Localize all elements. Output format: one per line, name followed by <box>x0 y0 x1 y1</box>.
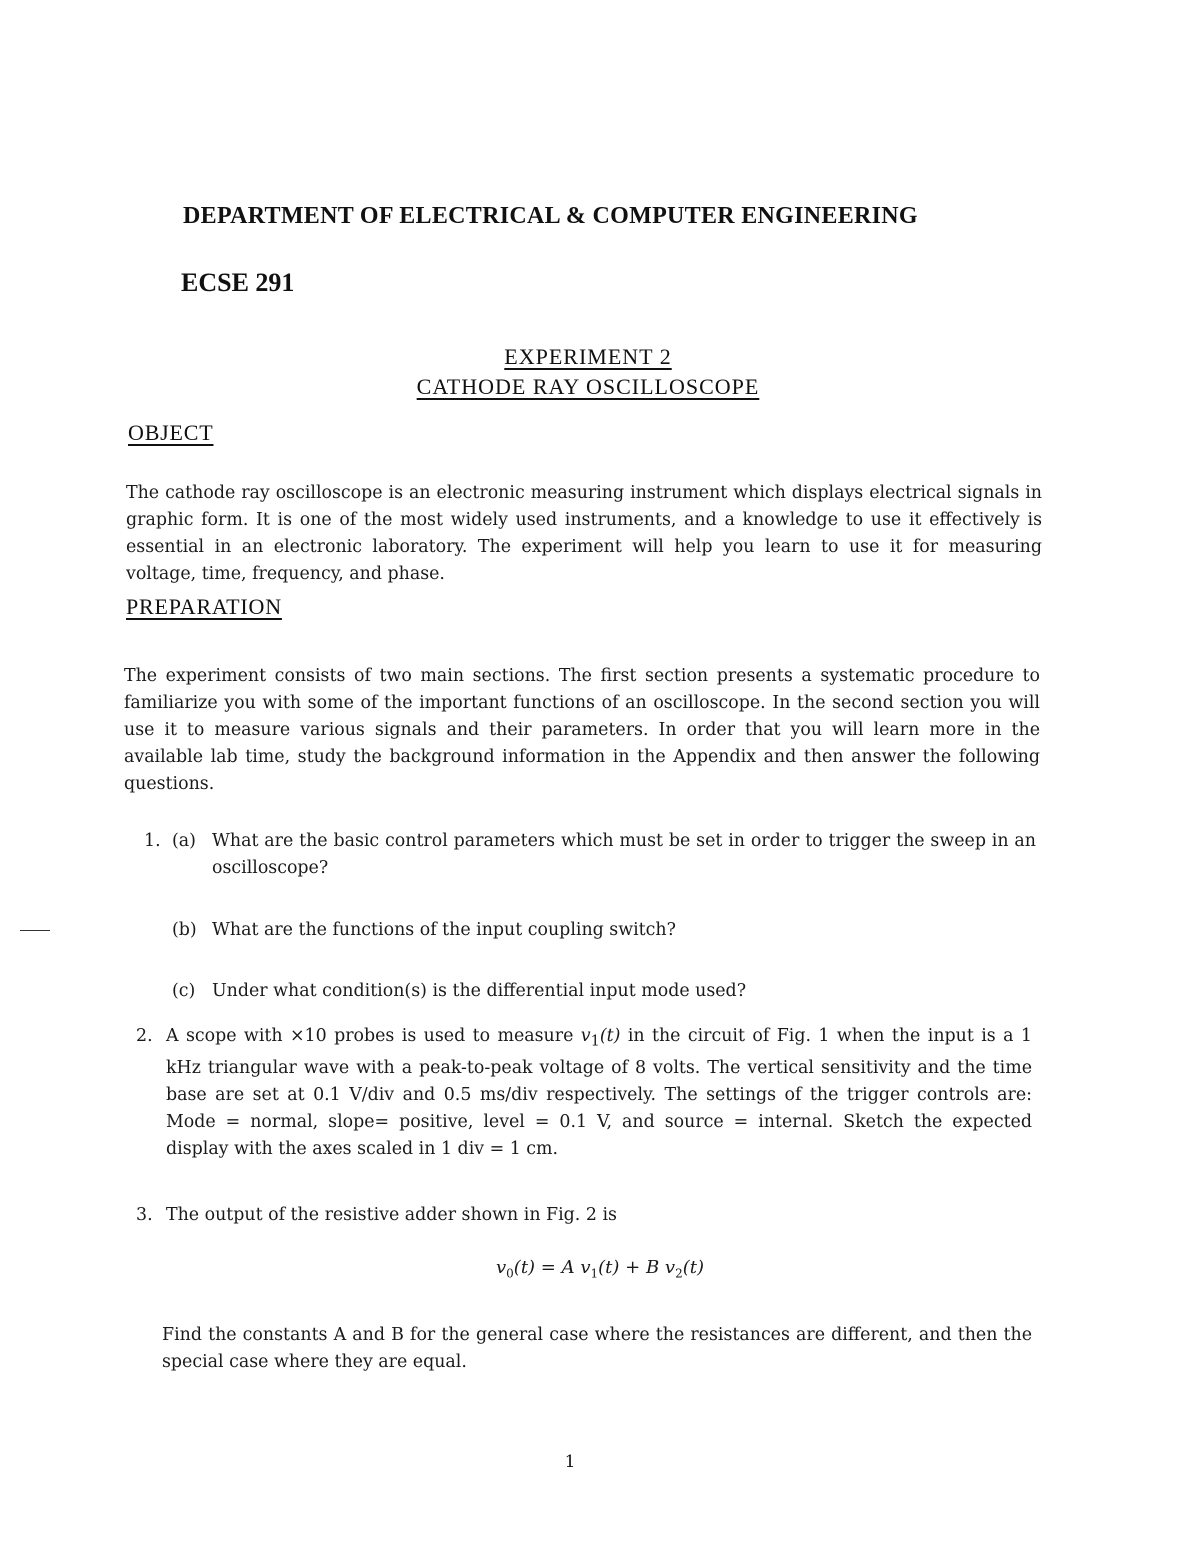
eq-lhs-argument: (t) = <box>513 1257 562 1278</box>
course-code: ECSE 291 <box>181 268 295 297</box>
experiment-title-block <box>380 342 796 402</box>
eq-v2-subscript: 2 <box>675 1266 683 1281</box>
eq-coefficient-b: B <box>645 1257 660 1278</box>
margin-mark <box>20 930 50 931</box>
question-1-number: 1. <box>144 831 161 851</box>
eq-coefficient-a: A <box>561 1257 575 1278</box>
question-3-number: 3. <box>136 1205 153 1225</box>
question-2-text-after: in the circuit of Fig. 1 when the input is a 1 kHz triangular wave with a peak-to-peak voltage of 8 volts. The vertical sensitivity and the time base are set at 0.1 V/div and 0.5 ms/div respectively. The settings of the trigger controls are: Mode = normal, slope= positive, level = 0.1 V, and source = internal. Sketch the expected display with the axes scaled in 1 div = 1 cm. <box>166 1026 1032 1160</box>
preparation-paragraph: The experiment consists of two main sections. The first section presents a systematic procedure to familiarize you with some of the important functions of an oscilloscope. In the second section you will use it to measure various signals and their parameters. In order that you will learn more in the available lab time, study the background information in the Appendix and then answer the following questions. <box>124 666 1040 794</box>
question-1b-label: (b) <box>172 920 197 940</box>
question-1b-text: What are the functions of the input coupling switch? <box>212 920 676 940</box>
eq-rhs-argument: (t) <box>682 1257 704 1278</box>
object-heading: OBJECT <box>128 420 214 445</box>
question-3 <box>136 1202 1036 1232</box>
question-1c-text: Under what condition(s) is the differential input mode used? <box>212 981 747 1001</box>
question-1a-text: What are the basic control parameters which must be set in order to trigger the sweep in an oscilloscope? <box>212 831 1036 878</box>
question-1c-label: (c) <box>172 981 196 1001</box>
eq-v0-subscript: 0 <box>506 1266 514 1281</box>
question-3-text: Find the constants A and B for the general case where the resistances are different, and then the special case where they are equal. <box>162 1325 1032 1372</box>
eq-middle: (t) + <box>598 1257 646 1278</box>
adder-equation <box>470 1257 730 1281</box>
question-2-text <box>166 1023 1032 1163</box>
question-2-number: 2. <box>136 1026 153 1046</box>
question-2-text-before: A scope with ×10 probes is used to measure <box>166 1026 581 1046</box>
eq-v2: v <box>659 1257 676 1278</box>
question-3-intro: The output of the resistive adder shown in Fig. 2 is <box>166 1205 617 1225</box>
eq-v0: v <box>495 1257 507 1278</box>
experiment-number: EXPERIMENT 2 <box>504 344 672 369</box>
eq-v1: v <box>574 1257 591 1278</box>
question-1a-label: (a) <box>172 831 196 851</box>
object-paragraph: The cathode ray oscilloscope is an electronic measuring instrument which displays electrical signals in graphic form. It is one of the most widely used instruments, and a knowledge to use it effectively is essential in an electronic laboratory. The experiment will help you learn to use it for measuring voltage, time, frequency, and phase. <box>126 483 1042 584</box>
question-2-variable-subscript: 1 <box>590 1033 600 1050</box>
question-2-variable: v <box>580 1026 591 1046</box>
experiment-title: CATHODE RAY OSCILLOSCOPE <box>416 374 760 399</box>
question-2-variable-argument: (t) <box>599 1026 621 1046</box>
question-1 <box>144 828 1040 1028</box>
eq-v1-subscript: 1 <box>590 1266 599 1281</box>
page-number: 1 <box>564 1452 576 1472</box>
department-heading: DEPARTMENT OF ELECTRICAL & COMPUTER ENGINEERING <box>183 203 918 229</box>
question-2 <box>136 1023 1036 1163</box>
preparation-heading: PREPARATION <box>126 594 282 619</box>
